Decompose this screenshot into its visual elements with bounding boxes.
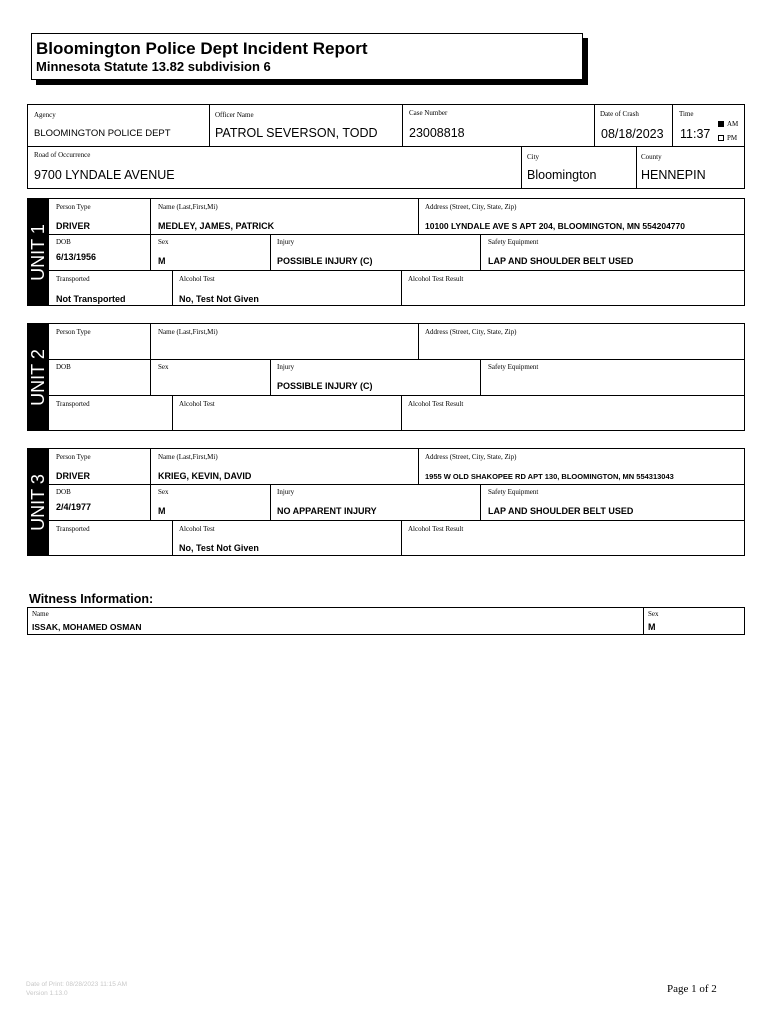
unit-2-safety-label: Safety Equipment bbox=[488, 363, 539, 371]
unit-3-alcohol-test: No, Test Not Given bbox=[179, 543, 259, 553]
unit-1-injury-label: Injury bbox=[277, 238, 295, 246]
title-box bbox=[31, 33, 583, 80]
date-label: Date of Crash bbox=[600, 110, 639, 118]
county-label: County bbox=[641, 153, 662, 161]
witness-heading: Witness Information: bbox=[29, 592, 154, 606]
unit-3-person-type: DRIVER bbox=[56, 471, 91, 481]
unit-3-address: 1955 W OLD SHAKOPEE RD APT 130, BLOOMINGTON, MN 554313043 bbox=[425, 472, 674, 481]
unit-2-name-label: Name (Last,First,Mi) bbox=[158, 328, 218, 336]
unit-3-name-label: Name (Last,First,Mi) bbox=[158, 453, 218, 461]
am-label: AM bbox=[727, 120, 739, 128]
unit-3-tab: UNIT 3 bbox=[27, 448, 49, 556]
unit-3-injury-label: Injury bbox=[277, 488, 295, 496]
am-checkbox[interactable] bbox=[718, 121, 724, 127]
unit-1-person-type: DRIVER bbox=[56, 221, 91, 231]
unit-1-person-type-label: Person Type bbox=[56, 203, 91, 211]
unit-3-sex-label: Sex bbox=[158, 488, 169, 496]
unit-1-alcohol-test-label: Alcohol Test bbox=[179, 275, 215, 283]
unit-1-safety: LAP AND SHOULDER BELT USED bbox=[488, 256, 634, 266]
unit-1-tab: UNIT 1 bbox=[27, 198, 49, 306]
city-value: Bloomington bbox=[527, 168, 597, 182]
witness-name: ISSAK, MOHAMED OSMAN bbox=[32, 622, 142, 632]
city-label: City bbox=[527, 153, 540, 161]
unit-3-injury: NO APPARENT INJURY bbox=[277, 506, 377, 516]
pm-label: PM bbox=[727, 134, 738, 142]
unit-1-address: 10100 LYNDALE AVE S APT 204, BLOOMINGTON, MN 554204770 bbox=[425, 221, 685, 231]
unit-1-name-label: Name (Last,First,Mi) bbox=[158, 203, 218, 211]
date-value: 08/18/2023 bbox=[601, 127, 664, 141]
unit-3-dob: 2/4/1977 bbox=[56, 502, 92, 512]
road-label: Road of Occurrence bbox=[34, 151, 91, 159]
unit-3-name: KRIEG, KEVIN, DAVID bbox=[158, 471, 252, 481]
unit-3-safety-label: Safety Equipment bbox=[488, 488, 539, 496]
unit-1-alcohol-result-label: Alcohol Test Result bbox=[408, 275, 464, 283]
unit-1-safety-label: Safety Equipment bbox=[488, 238, 539, 246]
witness-sex-label: Sex bbox=[648, 610, 659, 618]
unit-3-alcohol-test-label: Alcohol Test bbox=[179, 525, 215, 533]
page-number: Page 1 of 2 bbox=[667, 983, 717, 995]
county-value: HENNEPIN bbox=[641, 168, 706, 182]
unit-2-sex-label: Sex bbox=[158, 363, 169, 371]
pm-checkbox[interactable] bbox=[718, 135, 724, 141]
unit-3-address-label: Address (Street, City, State, Zip) bbox=[425, 453, 517, 461]
agency-label: Agency bbox=[34, 111, 56, 119]
time-value: 11:37 bbox=[680, 127, 711, 141]
unit-1-injury: POSSIBLE INJURY (C) bbox=[277, 256, 373, 266]
unit-3-transported-label: Transported bbox=[56, 525, 90, 533]
agency-value: BLOOMINGTON POLICE DEPT bbox=[34, 128, 171, 139]
unit-1-address-label: Address (Street, City, State, Zip) bbox=[425, 203, 517, 211]
unit-2-address-label: Address (Street, City, State, Zip) bbox=[425, 328, 517, 336]
unit-3-safety: LAP AND SHOULDER BELT USED bbox=[488, 506, 634, 516]
unit-1-transported: Not Transported bbox=[56, 294, 126, 304]
unit-2-alcohol-test-label: Alcohol Test bbox=[179, 400, 215, 408]
unit-2-transported-label: Transported bbox=[56, 400, 90, 408]
unit-2-dob-label: DOB bbox=[56, 363, 71, 371]
unit-2-section bbox=[27, 323, 745, 431]
report-subtitle: Minnesota Statute 13.82 subdivision 6 bbox=[36, 59, 271, 74]
unit-3-section bbox=[27, 448, 745, 556]
unit-3-dob-label: DOB bbox=[56, 488, 71, 496]
case-number-label: Case Number bbox=[409, 109, 448, 117]
unit-2-injury: POSSIBLE INJURY (C) bbox=[277, 381, 373, 391]
version: Version 1.13.0 bbox=[26, 990, 68, 997]
witness-name-label: Name bbox=[32, 610, 49, 618]
unit-2-injury-label: Injury bbox=[277, 363, 295, 371]
unit-1-sex: M bbox=[158, 256, 166, 266]
unit-2-tab: UNIT 2 bbox=[27, 323, 49, 431]
unit-2-person-type-label: Person Type bbox=[56, 328, 91, 336]
print-date: Date of Print: 08/28/2023 11:15 AM bbox=[26, 981, 128, 988]
officer-label: Officer Name bbox=[215, 111, 254, 119]
unit-3-sex: M bbox=[158, 506, 166, 516]
unit-1-alcohol-test: No, Test Not Given bbox=[179, 294, 259, 304]
witness-sex: M bbox=[648, 622, 656, 632]
unit-3-alcohol-result-label: Alcohol Test Result bbox=[408, 525, 464, 533]
unit-1-transported-label: Transported bbox=[56, 275, 90, 283]
unit-3-person-type-label: Person Type bbox=[56, 453, 91, 461]
case-number-value: 23008818 bbox=[409, 126, 465, 140]
officer-value: PATROL SEVERSON, TODD bbox=[215, 126, 378, 140]
unit-1-section bbox=[27, 198, 745, 306]
time-label: Time bbox=[679, 110, 694, 118]
unit-1-dob: 6/13/1956 bbox=[56, 252, 97, 262]
road-value: 9700 LYNDALE AVENUE bbox=[34, 168, 175, 182]
unit-1-name: MEDLEY, JAMES, PATRICK bbox=[158, 221, 275, 231]
unit-1-sex-label: Sex bbox=[158, 238, 169, 246]
report-title: Bloomington Police Dept Incident Report bbox=[36, 39, 368, 58]
unit-1-dob-label: DOB bbox=[56, 238, 71, 246]
unit-2-alcohol-result-label: Alcohol Test Result bbox=[408, 400, 464, 408]
